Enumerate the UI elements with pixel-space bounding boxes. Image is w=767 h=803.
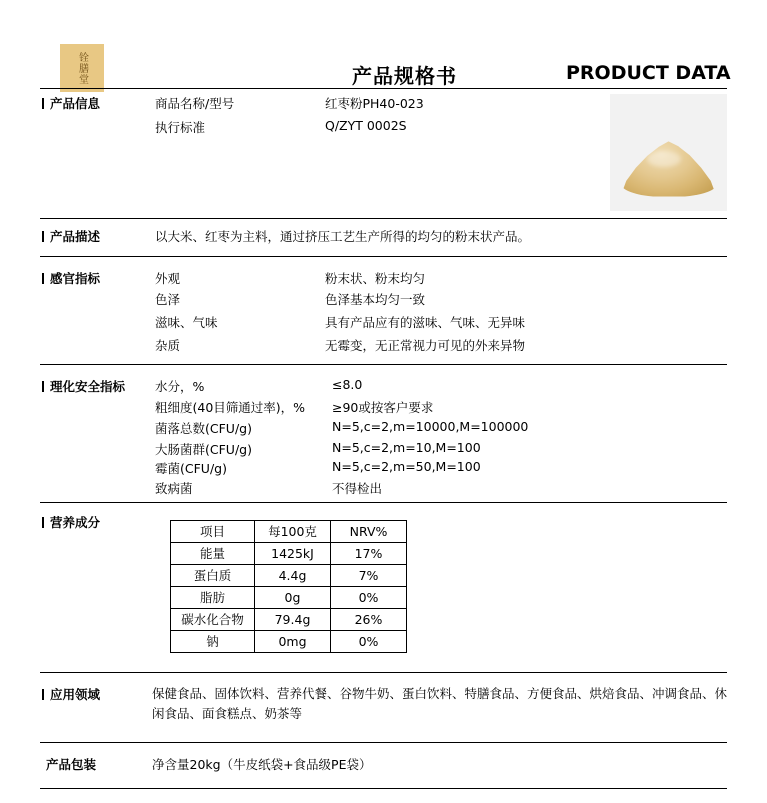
physchem-value-5: N=5,c=2,m=50,M=100: [332, 459, 481, 474]
nutrition-cell-value: 1425kJ: [255, 543, 331, 565]
label-bar-icon: [42, 689, 44, 700]
physchem-value-1: ≤8.0: [332, 377, 363, 392]
standard-key: 执行标准: [155, 120, 206, 135]
page-title-cn: 产品规格书: [352, 64, 457, 88]
nutrition-cell-nrv: 26%: [331, 609, 407, 631]
nutrition-header-item: 项目: [171, 521, 255, 543]
nutrition-table: [170, 520, 407, 653]
table-row: [171, 587, 407, 609]
sensory-key-2: 色泽: [155, 292, 181, 307]
section-label-physchem: 理化安全指标: [42, 377, 125, 395]
product-name-key: 商品名称/型号: [155, 96, 235, 111]
nutrition-cell-name: 蛋白质: [171, 565, 255, 587]
table-row: [171, 565, 407, 587]
nutrition-cell-name: 脂肪: [171, 587, 255, 609]
nutrition-cell-nrv: 7%: [331, 565, 407, 587]
divider-2: [40, 218, 727, 219]
sensory-value-2: 色泽基本均匀一致: [325, 292, 426, 307]
page-title-en: PRODUCT DATA: [566, 62, 731, 84]
physchem-value-4: N=5,c=2,m=10,M=100: [332, 440, 481, 455]
physchem-value-2: ≥90或按客户要求: [332, 400, 434, 415]
divider-1: [40, 88, 727, 89]
nutrition-cell-value: 4.4g: [255, 565, 331, 587]
standard-value: Q/ZYT 0002S: [325, 118, 407, 133]
nutrition-cell-name: 能量: [171, 543, 255, 565]
company-logo: [60, 44, 104, 92]
physchem-value-3: N=5,c=2,m=10000,M=100000: [332, 419, 529, 434]
logo-text: 铨膳堂: [76, 51, 88, 85]
table-row: [171, 631, 407, 653]
nutrition-cell-nrv: 17%: [331, 543, 407, 565]
table-row: [171, 609, 407, 631]
physchem-key-2: 粗细度(40目筛通过率)，%: [155, 400, 306, 415]
nutrition-cell-name: 碳水化合物: [171, 609, 255, 631]
physchem-key-4: 大肠菌群(CFU/g): [155, 442, 252, 457]
nutrition-cell-nrv: 0%: [331, 587, 407, 609]
nutrition-cell-nrv: 0%: [331, 631, 407, 653]
powder-pile: [621, 137, 717, 197]
section-label-nutrition: 营养成分: [42, 513, 100, 531]
divider-6: [40, 672, 727, 673]
physchem-key-3: 菌落总数(CFU/g): [155, 421, 252, 436]
table-header-row: [171, 521, 407, 543]
sensory-key-3: 滋味、气味: [155, 315, 218, 330]
section-label-sensory: 感官指标: [42, 269, 100, 287]
nutrition-cell-value: 0mg: [255, 631, 331, 653]
sensory-value-3: 具有产品应有的滋味、气味、无异味: [325, 315, 526, 330]
label-bar-icon: [42, 273, 44, 284]
sensory-value-4: 无霉变，无正常视力可见的外来异物: [325, 338, 526, 353]
product-name-value: 红枣粉PH40-023: [325, 96, 424, 111]
section-label-product-info: 产品信息: [42, 94, 100, 112]
nutrition-cell-name: 钠: [171, 631, 255, 653]
divider-3: [40, 256, 727, 257]
label-bar-icon: [42, 517, 44, 528]
nutrition-cell-value: 79.4g: [255, 609, 331, 631]
nutrition-header-nrv: NRV%: [331, 521, 407, 543]
section-label-packaging: 产品包装: [46, 757, 97, 772]
applications-text: 保健食品、固体饮料、营养代餐、谷物牛奶、蛋白饮料、特膳食品、方便食品、烘焙食品、冲调食品、休闲食品、面食糕点、奶茶等: [152, 686, 728, 721]
physchem-key-5: 霉菌(CFU/g): [155, 461, 227, 476]
sensory-key-1: 外观: [155, 271, 181, 286]
sensory-key-4: 杂质: [155, 338, 181, 353]
product-description-text: 以大米、红枣为主料，通过挤压工艺生产所得的均匀的粉末状产品。: [155, 229, 531, 244]
packaging-text: 净含量20kg（牛皮纸袋+食品级PE袋）: [152, 757, 372, 772]
divider-5: [40, 502, 727, 503]
divider-8: [40, 788, 727, 789]
nutrition-cell-value: 0g: [255, 587, 331, 609]
section-label-product-description: 产品描述: [42, 227, 100, 245]
nutrition-header-per100g: 每100克: [255, 521, 331, 543]
document-header: [0, 22, 767, 88]
section-label-applications: 应用领域: [42, 685, 100, 703]
label-bar-icon: [42, 98, 44, 109]
divider-4: [40, 364, 727, 365]
physchem-key-1: 水分，%: [155, 379, 205, 394]
product-photo: [610, 94, 727, 211]
powder-highlight: [647, 151, 681, 167]
physchem-key-6: 致病菌: [155, 481, 193, 496]
table-row: [171, 543, 407, 565]
label-bar-icon: [42, 381, 44, 392]
physchem-value-6: 不得检出: [332, 481, 383, 496]
label-bar-icon: [42, 231, 44, 242]
divider-7: [40, 742, 727, 743]
sensory-value-1: 粉末状、粉末均匀: [325, 271, 426, 286]
